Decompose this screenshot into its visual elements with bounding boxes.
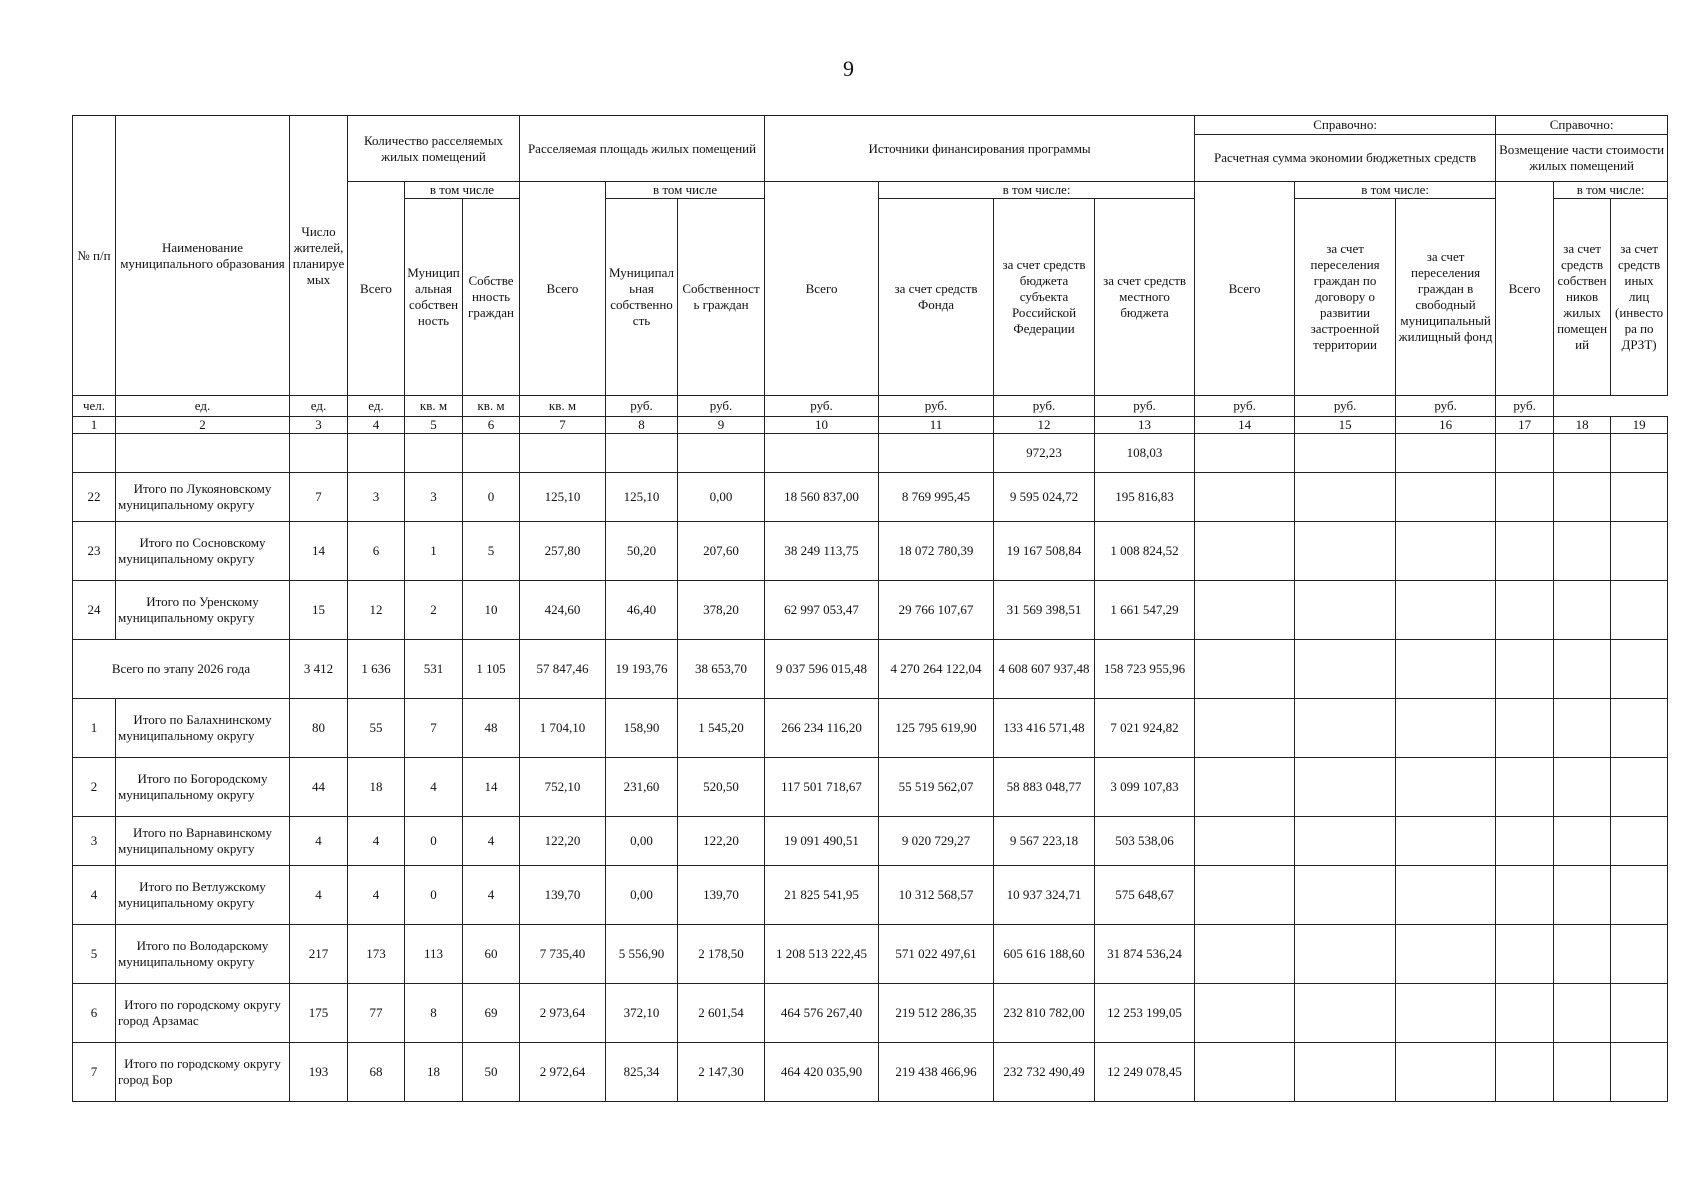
cell-value: 18 xyxy=(348,758,405,817)
header-fund: за счет средств Фонда xyxy=(879,199,994,396)
header-econ-total: Всего xyxy=(1195,182,1295,396)
cell-value: 217 xyxy=(290,925,348,984)
table-row xyxy=(73,581,1668,640)
table-row xyxy=(73,925,1668,984)
cell-value: 2 178,50 xyxy=(678,925,765,984)
cell-value: 50,20 xyxy=(606,522,678,581)
table-row-continuation xyxy=(73,434,1668,473)
unit-cell: руб. xyxy=(1396,396,1496,417)
cell-value: 12 249 078,45 xyxy=(1095,1043,1195,1102)
cell-value: 55 xyxy=(348,699,405,758)
cell-value: 219 512 286,35 xyxy=(879,984,994,1043)
cell-value: 752,10 xyxy=(520,758,606,817)
row-number: 3 xyxy=(73,817,116,866)
cell-value: 9 567 223,18 xyxy=(994,817,1095,866)
cell-value: 6 xyxy=(348,522,405,581)
header-area-mun-own: Муниципальная собственность xyxy=(606,199,678,396)
header-subject-budget: за счет средств бюджета субъекта Российской Федерации xyxy=(994,199,1095,396)
cell-value: 4 xyxy=(348,866,405,925)
header-local-budget: за счет средств местного бюджета xyxy=(1095,199,1195,396)
unit-cell: руб. xyxy=(1095,396,1195,417)
col-number: 15 xyxy=(1295,417,1396,434)
col-number: 18 xyxy=(1554,417,1611,434)
cell-value: 139,70 xyxy=(520,866,606,925)
cell-value: 1 008 824,52 xyxy=(1095,522,1195,581)
row-name: Итого по Сосновскому муниципальному округу xyxy=(116,522,290,581)
cell-value: 257,80 xyxy=(520,522,606,581)
cell-value: 464 420 035,90 xyxy=(765,1043,879,1102)
table-header xyxy=(73,116,1668,434)
unit-cell: руб. xyxy=(765,396,879,417)
header-comp-incl: в том числе: xyxy=(1554,182,1668,199)
cell-value: 158,90 xyxy=(606,699,678,758)
cell-value: 1 704,10 xyxy=(520,699,606,758)
cell-value: 207,60 xyxy=(678,522,765,581)
row-number: 5 xyxy=(73,925,116,984)
cell-value: 125,10 xyxy=(606,473,678,522)
cell-value: 520,50 xyxy=(678,758,765,817)
cell-value: 0,00 xyxy=(606,817,678,866)
cell-value: 266 234 116,20 xyxy=(765,699,879,758)
cell-value: 77 xyxy=(348,984,405,1043)
cell-value: 378,20 xyxy=(678,581,765,640)
row-name: Итого по Богородскому муниципальному округу xyxy=(116,758,290,817)
cell-value: 117 501 718,67 xyxy=(765,758,879,817)
unit-cell: ед. xyxy=(348,396,405,417)
unit-cell: руб. xyxy=(1496,396,1554,417)
col-number: 14 xyxy=(1195,417,1295,434)
row-name: Итого по Варнавинскому муниципальному округу xyxy=(116,817,290,866)
header-ref-2: Справочно: xyxy=(1496,116,1668,135)
cell-value: 5 xyxy=(463,522,520,581)
cell-value: 1 208 513 222,45 xyxy=(765,925,879,984)
cell-value: 7 021 924,82 xyxy=(1095,699,1195,758)
cell-value: 1 xyxy=(405,522,463,581)
col-number: 5 xyxy=(405,417,463,434)
cell-value: 60 xyxy=(463,925,520,984)
col-number: 3 xyxy=(290,417,348,434)
cell-value: 8 769 995,45 xyxy=(879,473,994,522)
cell-value: 2 147,30 xyxy=(678,1043,765,1102)
unit-cell: кв. м xyxy=(520,396,606,417)
table-row xyxy=(73,1043,1668,1102)
col-number: 12 xyxy=(994,417,1095,434)
col-number: 7 xyxy=(520,417,606,434)
header-fin-incl: в том числе: xyxy=(879,182,1195,199)
header-qty-total: Всего xyxy=(348,182,405,396)
cell-value: 31 569 398,51 xyxy=(994,581,1095,640)
table-row-total-2026 xyxy=(73,640,1668,699)
unit-cell: руб. xyxy=(879,396,994,417)
cell-value: 3 xyxy=(348,473,405,522)
col-number: 9 xyxy=(678,417,765,434)
cell-value: 9 595 024,72 xyxy=(994,473,1095,522)
row-name: Итого по Уренскому муниципальному округу xyxy=(116,581,290,640)
cell-value: 48 xyxy=(463,699,520,758)
row-number: 1 xyxy=(73,699,116,758)
col-number: 16 xyxy=(1396,417,1496,434)
col-number: 11 xyxy=(879,417,994,434)
column-numbers-row xyxy=(73,417,1668,434)
header-econ-incl: в том числе: xyxy=(1295,182,1496,199)
cell-value: 14 xyxy=(463,758,520,817)
row-number: 7 xyxy=(73,1043,116,1102)
cell-value: 18 560 837,00 xyxy=(765,473,879,522)
header-residents: Число жителей, планируемых xyxy=(290,116,348,396)
cell-value: 9 037 596 015,48 xyxy=(765,640,879,699)
cell-value: 19 193,76 xyxy=(606,640,678,699)
col-number: 4 xyxy=(348,417,405,434)
unit-cell: руб. xyxy=(606,396,678,417)
header-qty-mun-own: Муниципальная собственность xyxy=(405,199,463,396)
cell-value: 14 xyxy=(290,522,348,581)
cell-value: 2 xyxy=(405,581,463,640)
row-number: 6 xyxy=(73,984,116,1043)
cell-value: 46,40 xyxy=(606,581,678,640)
cell-value: 7 735,40 xyxy=(520,925,606,984)
cell-value: 4 xyxy=(348,817,405,866)
table-body xyxy=(73,434,1668,1102)
cell-value: 12 xyxy=(348,581,405,640)
header-area-total: Всего xyxy=(520,182,606,396)
cell-value: 4 xyxy=(463,866,520,925)
cell-value: 972,23 xyxy=(994,434,1095,473)
cell-value: 7 xyxy=(290,473,348,522)
cell-value: 193 xyxy=(290,1043,348,1102)
cell-value: 62 997 053,47 xyxy=(765,581,879,640)
cell-value: 1 636 xyxy=(348,640,405,699)
col-number: 6 xyxy=(463,417,520,434)
cell-value: 575 648,67 xyxy=(1095,866,1195,925)
cell-value: 4 xyxy=(463,817,520,866)
header-fin-group: Источники финансирования программы xyxy=(765,116,1195,182)
row-number: 2 xyxy=(73,758,116,817)
header-qty-group: Количество расселяемых жилых помещений xyxy=(348,116,520,182)
row-number: 24 xyxy=(73,581,116,640)
cell-value: 38 249 113,75 xyxy=(765,522,879,581)
cell-value: 68 xyxy=(348,1043,405,1102)
col-number: 10 xyxy=(765,417,879,434)
unit-cell: кв. м xyxy=(405,396,463,417)
unit-cell: чел. xyxy=(73,396,116,417)
row-name: Итого по Володарскому муниципальному округу xyxy=(116,925,290,984)
cell-value: 231,60 xyxy=(606,758,678,817)
col-number: 13 xyxy=(1095,417,1195,434)
table-row xyxy=(73,522,1668,581)
cell-value: 19 167 508,84 xyxy=(994,522,1095,581)
table-row xyxy=(73,817,1668,866)
cell-value: 18 072 780,39 xyxy=(879,522,994,581)
cell-value: 80 xyxy=(290,699,348,758)
cell-value: 0,00 xyxy=(606,866,678,925)
cell-value: 8 xyxy=(405,984,463,1043)
cell-value: 0 xyxy=(463,473,520,522)
header-area-incl: в том числе xyxy=(606,182,765,199)
cell-value: 122,20 xyxy=(678,817,765,866)
cell-value: 10 xyxy=(463,581,520,640)
cell-value: 232 810 782,00 xyxy=(994,984,1095,1043)
unit-cell: кв. м xyxy=(463,396,520,417)
cell-value: 113 xyxy=(405,925,463,984)
cell-value: 173 xyxy=(348,925,405,984)
cell-value: 232 732 490,49 xyxy=(994,1043,1095,1102)
header-area-cit-own: Собственность граждан xyxy=(678,199,765,396)
header-econ-free: за счет переселения граждан в свободный муниципальный жилищный фонд xyxy=(1396,199,1496,396)
cell-value: 4 xyxy=(405,758,463,817)
cell-value: 50 xyxy=(463,1043,520,1102)
cell-value: 15 xyxy=(290,581,348,640)
cell-value: 4 608 607 937,48 xyxy=(994,640,1095,699)
cell-value: 1 545,20 xyxy=(678,699,765,758)
cell-value: 372,10 xyxy=(606,984,678,1043)
table-row xyxy=(73,758,1668,817)
col-number: 8 xyxy=(606,417,678,434)
col-number: 1 xyxy=(73,417,116,434)
cell-value: 5 556,90 xyxy=(606,925,678,984)
cell-value: 175 xyxy=(290,984,348,1043)
cell-value: 424,60 xyxy=(520,581,606,640)
resettlement-table xyxy=(72,115,1668,1102)
cell-value: 125 795 619,90 xyxy=(879,699,994,758)
cell-value: 4 270 264 122,04 xyxy=(879,640,994,699)
cell-value: 7 xyxy=(405,699,463,758)
col-number: 2 xyxy=(116,417,290,434)
cell-value: 2 601,54 xyxy=(678,984,765,1043)
unit-cell: руб. xyxy=(1195,396,1295,417)
cell-value: 503 538,06 xyxy=(1095,817,1195,866)
unit-cell: ед. xyxy=(290,396,348,417)
col-number: 17 xyxy=(1496,417,1554,434)
header-comp-group: Возмещение части стоимости жилых помещений xyxy=(1496,135,1668,182)
header-comp-owners: за счет средств собственников жилых помещений xyxy=(1554,199,1611,396)
cell-value: 1 661 547,29 xyxy=(1095,581,1195,640)
header-econ-group: Расчетная сумма экономии бюджетных средств xyxy=(1195,135,1496,182)
cell-value: 219 438 466,96 xyxy=(879,1043,994,1102)
cell-value: 158 723 955,96 xyxy=(1095,640,1195,699)
cell-value: 825,34 xyxy=(606,1043,678,1102)
cell-value: 0 xyxy=(405,817,463,866)
table-row xyxy=(73,866,1668,925)
header-name: Наименование муниципального образования xyxy=(116,116,290,396)
row-name: Итого по городскому округу город Бор xyxy=(116,1043,290,1102)
cell-value: 19 091 490,51 xyxy=(765,817,879,866)
header-fin-total: Всего xyxy=(765,182,879,396)
cell-value: 133 416 571,48 xyxy=(994,699,1095,758)
header-n-pp: № п/п xyxy=(73,116,116,396)
table-row xyxy=(73,699,1668,758)
header-qty-cit-own: Собственность граждан xyxy=(463,199,520,396)
cell-value: 12 253 199,05 xyxy=(1095,984,1195,1043)
row-name: Итого по городскому округу город Арзамас xyxy=(116,984,290,1043)
cell-value: 531 xyxy=(405,640,463,699)
header-ref-1: Справочно: xyxy=(1195,116,1496,135)
cell-value: 0,00 xyxy=(678,473,765,522)
cell-value: 2 972,64 xyxy=(520,1043,606,1102)
cell-value: 0 xyxy=(405,866,463,925)
cell-value: 464 576 267,40 xyxy=(765,984,879,1043)
cell-value: 69 xyxy=(463,984,520,1043)
cell-value: 29 766 107,67 xyxy=(879,581,994,640)
cell-value: 38 653,70 xyxy=(678,640,765,699)
row-number: 4 xyxy=(73,866,116,925)
cell-value: 122,20 xyxy=(520,817,606,866)
header-area-group: Расселяемая площадь жилых помещений xyxy=(520,116,765,182)
cell-value: 2 973,64 xyxy=(520,984,606,1043)
total-label: Всего по этапу 2026 года xyxy=(73,640,290,699)
cell-value: 195 816,83 xyxy=(1095,473,1195,522)
row-name: Итого по Лукояновскому муниципальному округу xyxy=(116,473,290,522)
unit-cell: руб. xyxy=(678,396,765,417)
row-number: 22 xyxy=(73,473,116,522)
row-number: 23 xyxy=(73,522,116,581)
cell-value: 44 xyxy=(290,758,348,817)
unit-cell: ед. xyxy=(116,396,290,417)
cell-value: 31 874 536,24 xyxy=(1095,925,1195,984)
unit-cell: руб. xyxy=(994,396,1095,417)
row-name: Итого по Балахнинскому муниципальному округу xyxy=(116,699,290,758)
header-qty-incl: в том числе xyxy=(405,182,520,199)
cell-value: 10 312 568,57 xyxy=(879,866,994,925)
cell-value: 21 825 541,95 xyxy=(765,866,879,925)
cell-value: 3 099 107,83 xyxy=(1095,758,1195,817)
unit-cell: руб. xyxy=(1295,396,1396,417)
cell-value: 9 020 729,27 xyxy=(879,817,994,866)
table-row xyxy=(73,984,1668,1043)
cell-value: 10 937 324,71 xyxy=(994,866,1095,925)
cell-value: 57 847,46 xyxy=(520,640,606,699)
cell-value: 55 519 562,07 xyxy=(879,758,994,817)
cell-value: 108,03 xyxy=(1095,434,1195,473)
units-row xyxy=(73,396,1668,417)
cell-value: 3 412 xyxy=(290,640,348,699)
col-number: 19 xyxy=(1611,417,1668,434)
cell-value: 571 022 497,61 xyxy=(879,925,994,984)
cell-value: 4 xyxy=(290,817,348,866)
table-row xyxy=(73,473,1668,522)
page-number: 9 xyxy=(843,56,854,81)
cell-value: 18 xyxy=(405,1043,463,1102)
cell-value: 4 xyxy=(290,866,348,925)
header-comp-total: Всего xyxy=(1496,182,1554,396)
header-comp-others: за счет средств иных лиц (инвестора по ДРЗТ) xyxy=(1611,199,1668,396)
cell-value: 58 883 048,77 xyxy=(994,758,1095,817)
row-name: Итого по Ветлужскому муниципальному округу xyxy=(116,866,290,925)
cell-value: 1 105 xyxy=(463,640,520,699)
cell-value: 3 xyxy=(405,473,463,522)
cell-value: 605 616 188,60 xyxy=(994,925,1095,984)
cell-value: 139,70 xyxy=(678,866,765,925)
header-econ-dev: за счет переселения граждан по договору о развитии застроенной территории xyxy=(1295,199,1396,396)
cell-value: 125,10 xyxy=(520,473,606,522)
